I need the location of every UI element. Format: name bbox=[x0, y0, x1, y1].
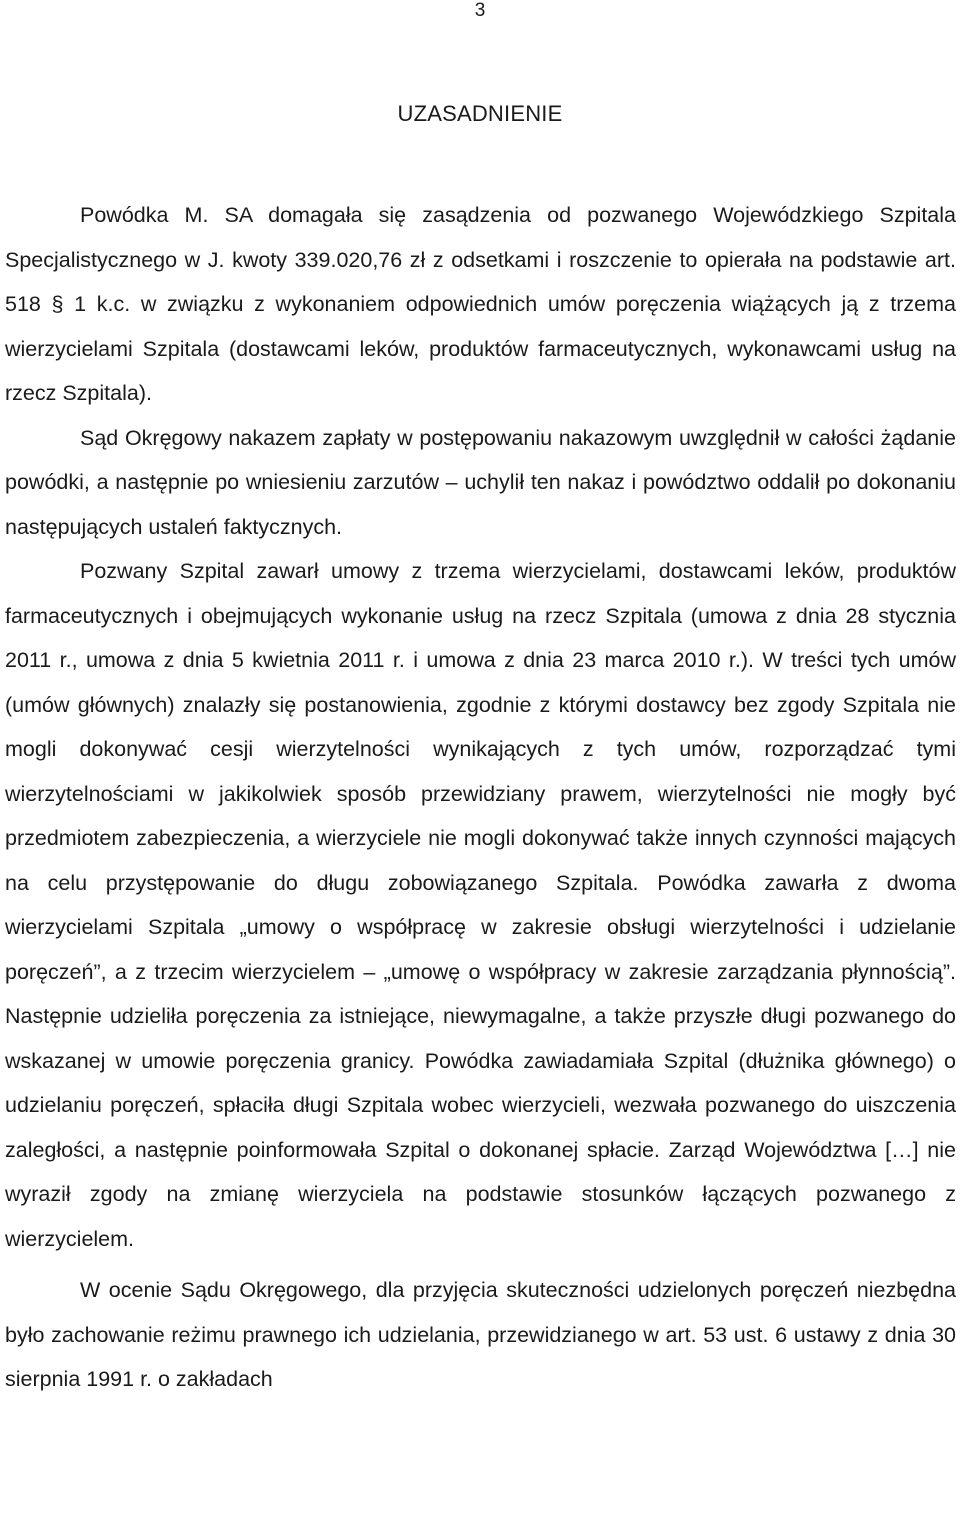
paragraph-assessment: W ocenie Sądu Okręgowego, dla przyjęcia skuteczności udzielonych poręczeń niezbędna było zachowanie reżimu prawnego ich udzielania, przewidzianego w art. 53 ust. 6 ustawy z dnia 30 sierpnia 1991 r. o zakładach bbox=[5, 1278, 956, 1391]
document-body bbox=[5, 193, 956, 1402]
page-number: 3 bbox=[474, 0, 486, 21]
document-heading: UZASADNIENIE bbox=[397, 101, 563, 126]
paragraph-court-order: Sąd Okręgowy nakazem zapłaty w postępowaniu nakazowym uwzględnił w całości żądanie powódki, a następnie po wniesieniu zarzutów – uchylił ten nakaz i powództwo oddalił po dokonaniu następujących ustaleń faktycznych. bbox=[5, 425, 956, 539]
paragraph-facts: Pozwany Szpital zawarł umowy z trzema wierzycielami, dostawcami leków, produktów farmaceutycznych i obejmujących wykonanie usług na rzecz Szpitala (umowa z dnia 28 stycznia 2011 r., umowa z dnia 5 kwietnia 2011 r. i umowa z dnia 23 marca 2010 r.). W treści tych umów (umów głównych) znalazły się postanowienia, zgodnie z którymi dostawcy bez zgody Szpitala nie mogli dokonywać cesji wierzytelności wynikających z tych umów, rozporządzać tymi wierzytelnościami w jakikolwiek sposób przewidziany prawem, wierzytelności nie mogły być przedmiotem zabezpieczenia, a wierzyciele nie mogli dokonywać także innych czynności mających na celu przystępowanie do długu zobowiązanego Szpitala. Powódka zawarła z dwoma wierzycielami Szpitala „umowy o współpracę w zakresie obsługi wierzytelności i udzielanie poręczeń”, a z trzecim wierzycielem – „umowę o współpracy w zakresie zarządzania płynnością”. Następnie udzieliła poręczenia za istniejące, niewymagalne, a także przyszłe długi pozwanego do wskazanej w umowie poręczenia granicy. Powódka zawiadamiała Szpital (dłużnika głównego) o udzielaniu poręczeń, spłaciła długi Szpitala wobec wierzycieli, wezwała pozwanego do uiszczenia zaległości, a następnie poinformowała Szpital o dokonanej spłacie. Zarząd Województwa […] nie wyraził zgody na zmianę wierzyciela na podstawie stosunków łączących pozwanego z wierzycielem. bbox=[5, 559, 956, 1251]
paragraph-claim: Powódka M. SA domagała się zasądzenia od pozwanego Wojewódzkiego Szpitala Specjalistycznego w J. kwoty 339.020,76 zł z odsetkami i roszczenie to opierała na podstawie art. 518 § 1 k.c. w związku z wykonaniem odpowiednich umów poręczenia wiążących ją z trzema wierzycielami Szpitala (dostawcami leków, produktów farmaceutycznych, wykonawcami usług na rzecz Szpitala). bbox=[5, 203, 956, 405]
